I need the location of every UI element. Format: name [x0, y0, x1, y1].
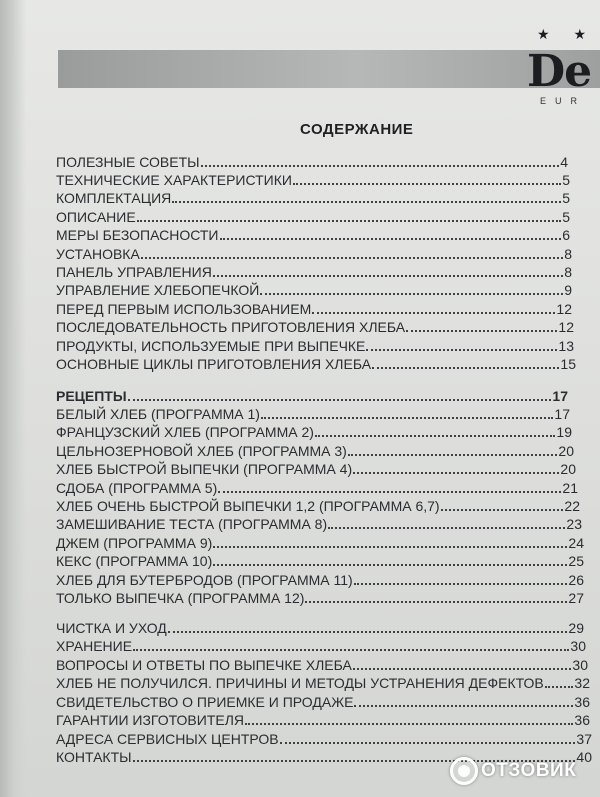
toc-entry-page-number: 36 — [574, 694, 590, 710]
toc-entry-label: ТЕХНИЧЕСКИЕ ХАРАКТЕРИСТИКИ — [56, 172, 292, 188]
dot-leader — [406, 329, 557, 332]
toc-entry — [56, 690, 590, 710]
toc-entry-page-number: 22 — [564, 498, 580, 514]
toc-entry — [56, 476, 578, 496]
dot-leader — [141, 256, 563, 259]
logo-stars: ★ ★ — [537, 26, 596, 42]
toc-entry — [56, 616, 584, 636]
brand-logo: De — [527, 46, 592, 97]
toc-entry-label: МЕРЫ БЕЗОПАСНОСТИ — [56, 227, 219, 243]
brand-logo-subtext: EUR — [540, 96, 587, 106]
toc-entry-label: ПОСЛЕДОВАТЕЛЬНОСТЬ ПРИГОТОВЛЕНИЯ ХЛЕБА — [56, 319, 406, 335]
toc-entry-page-number: 25 — [568, 553, 584, 569]
toc-entry-label: ХЛЕБ НЕ ПОЛУЧИЛСЯ. ПРИЧИНЫ И МЕТОДЫ УСТРАНЕНИЯ ДЕФЕКТОВ — [56, 675, 544, 691]
dot-leader — [353, 471, 559, 474]
toc-entry-label: ПАНЕЛЬ УПРАВЛЕНИЯ — [56, 264, 212, 280]
toc-entry-label: СДОБА (ПРОГРАММА 5) — [56, 480, 218, 496]
dot-leader — [213, 545, 567, 548]
toc-entry-page-number: 8 — [564, 246, 572, 262]
page-title: СОДЕРЖАНИЕ — [300, 121, 414, 138]
dot-leader — [218, 490, 561, 493]
toc-entry-page-number: 29 — [568, 620, 584, 636]
toc-entry-label: ПЕРЕД ПЕРВЫМ ИСПОЛЬЗОВАНИЕМ — [56, 301, 312, 317]
toc-entry-label: ХЛЕБ ОЧЕНЬ БЫСТРОЙ ВЫПЕЧКИ 1,2 (ПРОГРАММА 6,7) — [56, 498, 440, 514]
dot-leader — [305, 600, 567, 603]
toc-entry-page-number: 17 — [552, 388, 568, 404]
toc-entry — [56, 634, 586, 654]
toc-entry-page-number: 5 — [562, 209, 570, 225]
toc-entry — [56, 420, 572, 440]
toc-entry-page-number: 13 — [558, 338, 574, 354]
dot-leader — [354, 582, 568, 585]
dot-leader — [201, 164, 560, 167]
toc-entry — [56, 671, 590, 691]
toc-entry-page-number: 36 — [574, 712, 590, 728]
toc-entry-page-number: 5 — [562, 172, 570, 188]
toc-entry-page-number: 5 — [562, 190, 570, 206]
toc-entry-page-number: 12 — [556, 301, 572, 317]
toc-entry — [56, 531, 584, 551]
dot-leader — [312, 311, 555, 314]
header-band — [58, 50, 600, 88]
toc-entry-label: ХЛЕБ ДЛЯ БУТЕРБРОДОВ (ПРОГРАММА 11) — [56, 572, 353, 588]
toc-entry-label: ДЖЕМ (ПРОГРАММА 9) — [56, 535, 213, 551]
toc-entry — [56, 494, 580, 514]
toc-entry — [56, 727, 592, 747]
toc-entry-page-number: 26 — [568, 572, 584, 588]
toc-entry — [56, 260, 572, 280]
toc-entry-label: ФРАНЦУЗСКИЙ ХЛЕБ (ПРОГРАММА 2) — [56, 424, 314, 440]
toc-entry — [56, 653, 588, 673]
toc-entry-page-number: 30 — [570, 638, 586, 654]
dot-leader — [137, 219, 562, 222]
dot-leader — [220, 237, 562, 240]
toc-entry — [56, 586, 584, 606]
toc-entry — [56, 186, 570, 206]
toc-entry — [56, 384, 568, 404]
toc-entry-label: ХРАНЕНИЕ — [56, 638, 133, 654]
dot-leader — [213, 274, 563, 277]
toc-entry — [56, 568, 584, 588]
toc-entry-page-number: 8 — [564, 264, 572, 280]
toc-entry-page-number: 37 — [576, 731, 592, 747]
dot-leader — [293, 182, 561, 185]
toc-entry-page-number: 17 — [554, 406, 570, 422]
dot-leader — [213, 563, 567, 566]
toc-entry — [56, 297, 572, 317]
toc-entry — [56, 150, 568, 170]
toc-entry-page-number: 19 — [556, 424, 572, 440]
toc-entry-label: СВИДЕТЕЛЬСТВО О ПРИЕМКЕ И ПРОДАЖЕ — [56, 694, 354, 710]
toc-entry-page-number: 32 — [574, 675, 590, 691]
toc-entry-page-number: 20 — [560, 461, 576, 477]
dot-leader — [168, 630, 568, 633]
toc-entry — [56, 168, 570, 188]
toc-entry-label: ХЛЕБ БЫСТРОЙ ВЫПЕЧКИ (ПРОГРАММА 4) — [56, 461, 353, 477]
dot-leader — [260, 292, 563, 295]
dot-leader — [172, 200, 561, 203]
toc-entry-label: УПРАВЛЕНИЕ ХЛЕБОПЕЧКОЙ — [56, 282, 260, 298]
otzovik-watermark — [450, 757, 576, 785]
dot-leader — [245, 722, 573, 725]
toc-entry-label: КОНТАКТЫ — [56, 749, 132, 765]
toc-entry-page-number: 6 — [562, 227, 570, 243]
toc-entry — [56, 278, 572, 298]
toc-entry-label: КЕКС (ПРОГРАММА 10) — [56, 553, 213, 569]
dot-leader — [128, 398, 552, 401]
toc-entry-label: ЦЕЛЬНОЗЕРНОВОЙ ХЛЕБ (ПРОГРАММА 3) — [56, 443, 347, 459]
toc-entry — [56, 457, 576, 477]
toc-entry-label: ЗАМЕШИВАНИЕ ТЕСТА (ПРОГРАММА 8) — [56, 516, 328, 532]
toc-entry-page-number: 4 — [560, 154, 568, 170]
toc-entry — [56, 708, 590, 728]
toc-entry — [56, 223, 570, 243]
toc-entry-page-number: 12 — [558, 319, 574, 335]
toc-entry-label: ПРОДУКТЫ, ИСПОЛЬЗУЕМЫЕ ПРИ ВЫПЕЧКЕ — [56, 338, 366, 354]
toc-entry-page-number: 15 — [560, 356, 576, 372]
toc-entry-label: УСТАНОВКА — [56, 246, 140, 262]
toc-entry-page-number: 40 — [576, 749, 592, 765]
toc-entry-label: ГАРАНТИИ ИЗГОТОВИТЕЛЯ — [56, 712, 245, 728]
dot-leader — [280, 741, 576, 744]
dot-leader — [261, 416, 553, 419]
page-fold-shadow — [0, 0, 26, 797]
toc-entry-page-number: 20 — [558, 443, 574, 459]
toc-entry — [56, 402, 570, 422]
toc-entry-page-number: 24 — [568, 535, 584, 551]
toc-entry — [56, 242, 572, 262]
toc-entry-page-number: 23 — [566, 516, 582, 532]
toc-entry-label: КОМПЛЕКТАЦИЯ — [56, 190, 172, 206]
dot-leader — [353, 667, 572, 670]
toc-entry — [56, 352, 576, 372]
watermark-text: ОТЗОВИК — [481, 760, 577, 781]
toc-entry — [56, 549, 584, 569]
toc-entry-label: РЕЦЕПТЫ — [56, 388, 127, 404]
dot-leader — [441, 508, 564, 511]
toc-entry-label: ЧИСТКА И УХОД — [56, 620, 167, 636]
dot-leader — [348, 453, 558, 456]
toc-entry — [56, 512, 582, 532]
otzovik-logo-icon — [450, 757, 478, 785]
dot-leader — [366, 348, 557, 351]
toc-entry-page-number: 9 — [564, 282, 572, 298]
toc-entry-page-number: 21 — [562, 480, 578, 496]
toc-entry-label: БЕЛЫЙ ХЛЕБ (ПРОГРАММА 1) — [56, 406, 260, 422]
toc-entry-page-number: 30 — [572, 657, 588, 673]
toc-entry-label: ПОЛЕЗНЫЕ СОВЕТЫ — [56, 154, 200, 170]
dot-leader — [328, 526, 565, 529]
toc-entry-label: ТОЛЬКО ВЫПЕЧКА (ПРОГРАММА 12) — [56, 590, 305, 606]
toc-entry-label: ОПИСАНИЕ — [56, 209, 136, 225]
toc-entry — [56, 334, 574, 354]
toc-entry — [56, 205, 570, 225]
dot-leader — [372, 366, 559, 369]
toc-entry — [56, 315, 574, 335]
dot-leader — [545, 685, 574, 688]
toc-entry — [56, 439, 574, 459]
dot-leader — [315, 434, 556, 437]
toc-entry-label: ВОПРОСЫ И ОТВЕТЫ ПО ВЫПЕЧКЕ ХЛЕБА — [56, 657, 352, 673]
toc-entry-page-number: 27 — [568, 590, 584, 606]
dot-leader — [354, 704, 573, 707]
dot-leader — [133, 648, 569, 651]
toc-entry-label: АДРЕСА СЕРВИСНЫХ ЦЕНТРОВ — [56, 731, 279, 747]
toc-entry-label: ОСНОВНЫЕ ЦИКЛЫ ПРИГОТОВЛЕНИЯ ХЛЕБА — [56, 356, 372, 372]
